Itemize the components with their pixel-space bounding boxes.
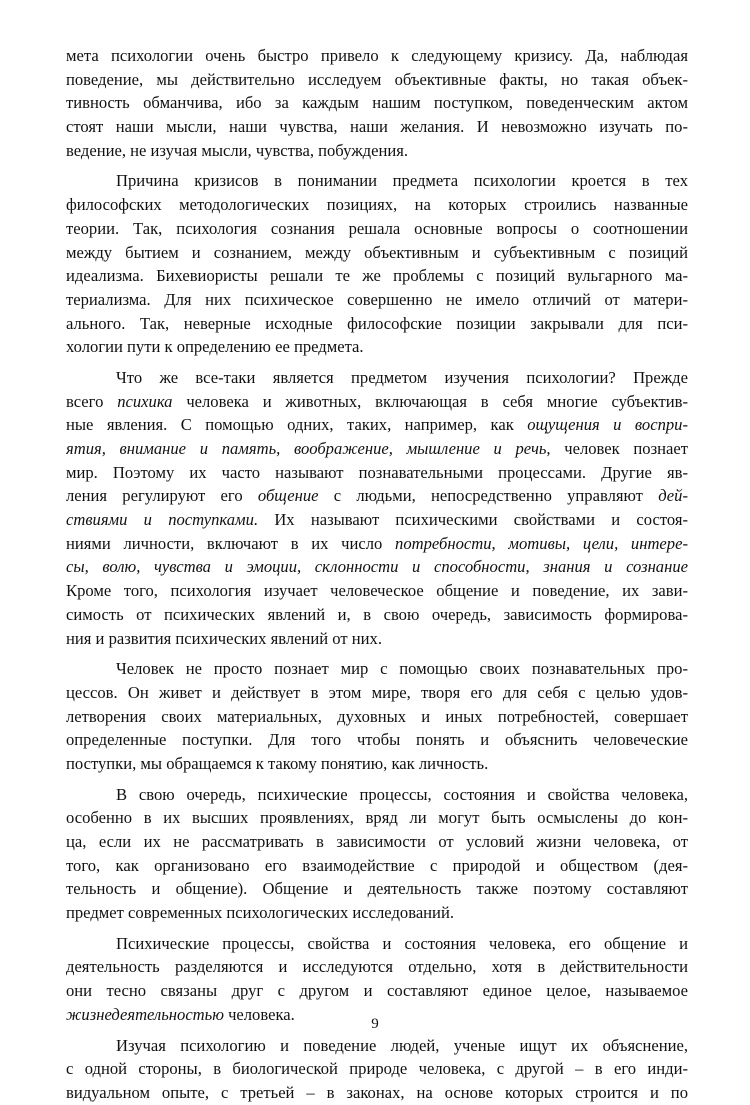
text-line: ца, если их не рассматривать в зависимости от условий жизни человека, от bbox=[66, 832, 688, 851]
text-line: ления регулируют его общение с людьми, непосредственно управляют дей- bbox=[66, 486, 688, 506]
text-line: жизнедеятельностью человека. bbox=[66, 1004, 295, 1024]
paragraph-1 bbox=[66, 44, 688, 162]
text-line: тивность обманчива, ибо за каждым нашим поступком, поведенческим актом bbox=[66, 93, 688, 113]
text-line: Причина кризисов в понимании предмета психологии кроется в тех bbox=[116, 171, 688, 191]
text-line: особенно в их высших проявлениях, вряд ли могут быть осмыслены до кон- bbox=[66, 808, 688, 828]
text-line: мета психологии очень быстро привело к следующему кризису. Да, наблюдая bbox=[66, 46, 688, 65]
text-line: с одной стороны, в биологической природе человека, с другой – в его инди- bbox=[66, 1059, 688, 1079]
text-line: териализма. Для них психическое совершенно не имело отличий от матери- bbox=[66, 289, 688, 309]
text-line: Психические процессы, свойства и состояния человека, его общение и bbox=[116, 933, 688, 953]
text-line: деятельность разделяются и исследуются отдельно, хотя в действительности bbox=[66, 957, 688, 977]
text-line: того, как организовано его взаимодействие с природой и обществом (дея- bbox=[66, 855, 688, 875]
text-line: они тесно связаны друг с другом и составляют единое целое, называемое bbox=[66, 981, 688, 1001]
text-line: философских методологических позициях, на которых строились названные bbox=[66, 195, 688, 215]
text-line: ния и развития психических явлений от них. bbox=[66, 628, 382, 648]
paragraph-7 bbox=[66, 1034, 688, 1105]
text-line: симость от психических явлений и, в свою очередь, зависимость формирова- bbox=[66, 604, 688, 624]
text-line: хологии пути к определению ее предмета. bbox=[66, 337, 364, 357]
text-line: ведение, не изучая мысли, чувства, побуждения. bbox=[66, 140, 409, 160]
text-line: теории. Так, психология сознания решала основные вопросы о соотношении bbox=[66, 218, 688, 238]
text-line: видуальном опыте, с третьей – в законах, на основе которых строится и по bbox=[66, 1082, 688, 1102]
paragraph-5 bbox=[66, 783, 688, 925]
text-line: цессов. Он живет и действует в этом мире, творя его для себя с целью удов- bbox=[66, 682, 688, 702]
text-line: поступки, мы обращаемся к такому понятию, как личность. bbox=[66, 753, 489, 773]
text-line: ятия, внимание и память, воображение, мышление и речь, человек познает bbox=[66, 439, 688, 458]
text-line: Человек не просто познает мир с помощью своих познавательных про- bbox=[116, 659, 688, 679]
paragraph-6 bbox=[66, 932, 688, 1027]
text-line: ные явления. С помощью одних, таких, например, как ощущения и воспри- bbox=[66, 415, 688, 435]
text-line: В свою очередь, психические процессы, состояния и свойства человека, bbox=[116, 784, 688, 804]
text-line: сы, волю, чувства и эмоции, склонности и способности, знания и сознание bbox=[66, 557, 688, 577]
page-body bbox=[66, 44, 688, 1105]
text-line: всего психика человека и животных, включающая в себя многие субъектив- bbox=[66, 391, 688, 411]
text-line: Что же все-таки является предметом изучения психологии? Прежде bbox=[116, 367, 688, 387]
text-line: Изучая психологию и поведение людей, ученые ищут их объяснение, bbox=[116, 1035, 688, 1055]
paragraph-4 bbox=[66, 657, 688, 775]
text-line: ствиями и поступками. Их называют психическими свойствами и состоя- bbox=[66, 510, 688, 530]
text-line: предмет современных психологических исследований. bbox=[66, 903, 454, 923]
text-line: мир. Поэтому их часто называют познавательными процессами. Другие яв- bbox=[66, 462, 688, 482]
text-line: идеализма. Бихевиористы решали те же проблемы с позиций вульгарного ма- bbox=[66, 266, 688, 286]
text-line: ального. Так, неверные исходные философские позиции закрывали для пси- bbox=[66, 313, 688, 333]
text-line: определенные поступки. Для того чтобы понять и объяснить человеческие bbox=[66, 730, 688, 750]
paragraph-2 bbox=[66, 169, 688, 359]
paragraph-3 bbox=[66, 366, 688, 650]
text-line: Кроме того, психология изучает человеческое общение и поведение, их зави- bbox=[66, 581, 688, 601]
text-line: летворения своих материальных, духовных и иных потребностей, совершает bbox=[66, 706, 688, 726]
page-number: 9 bbox=[371, 1016, 379, 1032]
text-line: тельность и общение). Общение и деятельность также поэтому составляют bbox=[66, 879, 688, 899]
text-line: ниями личности, включают в их число потребности, мотивы, цели, интере- bbox=[66, 533, 688, 553]
text-line: поведение, мы действительно исследуем объективные факты, но такая объек- bbox=[66, 69, 688, 89]
text-line: стоят наши мысли, наши чувства, наши желания. И невозможно изучать по- bbox=[66, 117, 688, 137]
text-line: между бытием и сознанием, между объективным и субъективным с позиций bbox=[66, 242, 688, 262]
